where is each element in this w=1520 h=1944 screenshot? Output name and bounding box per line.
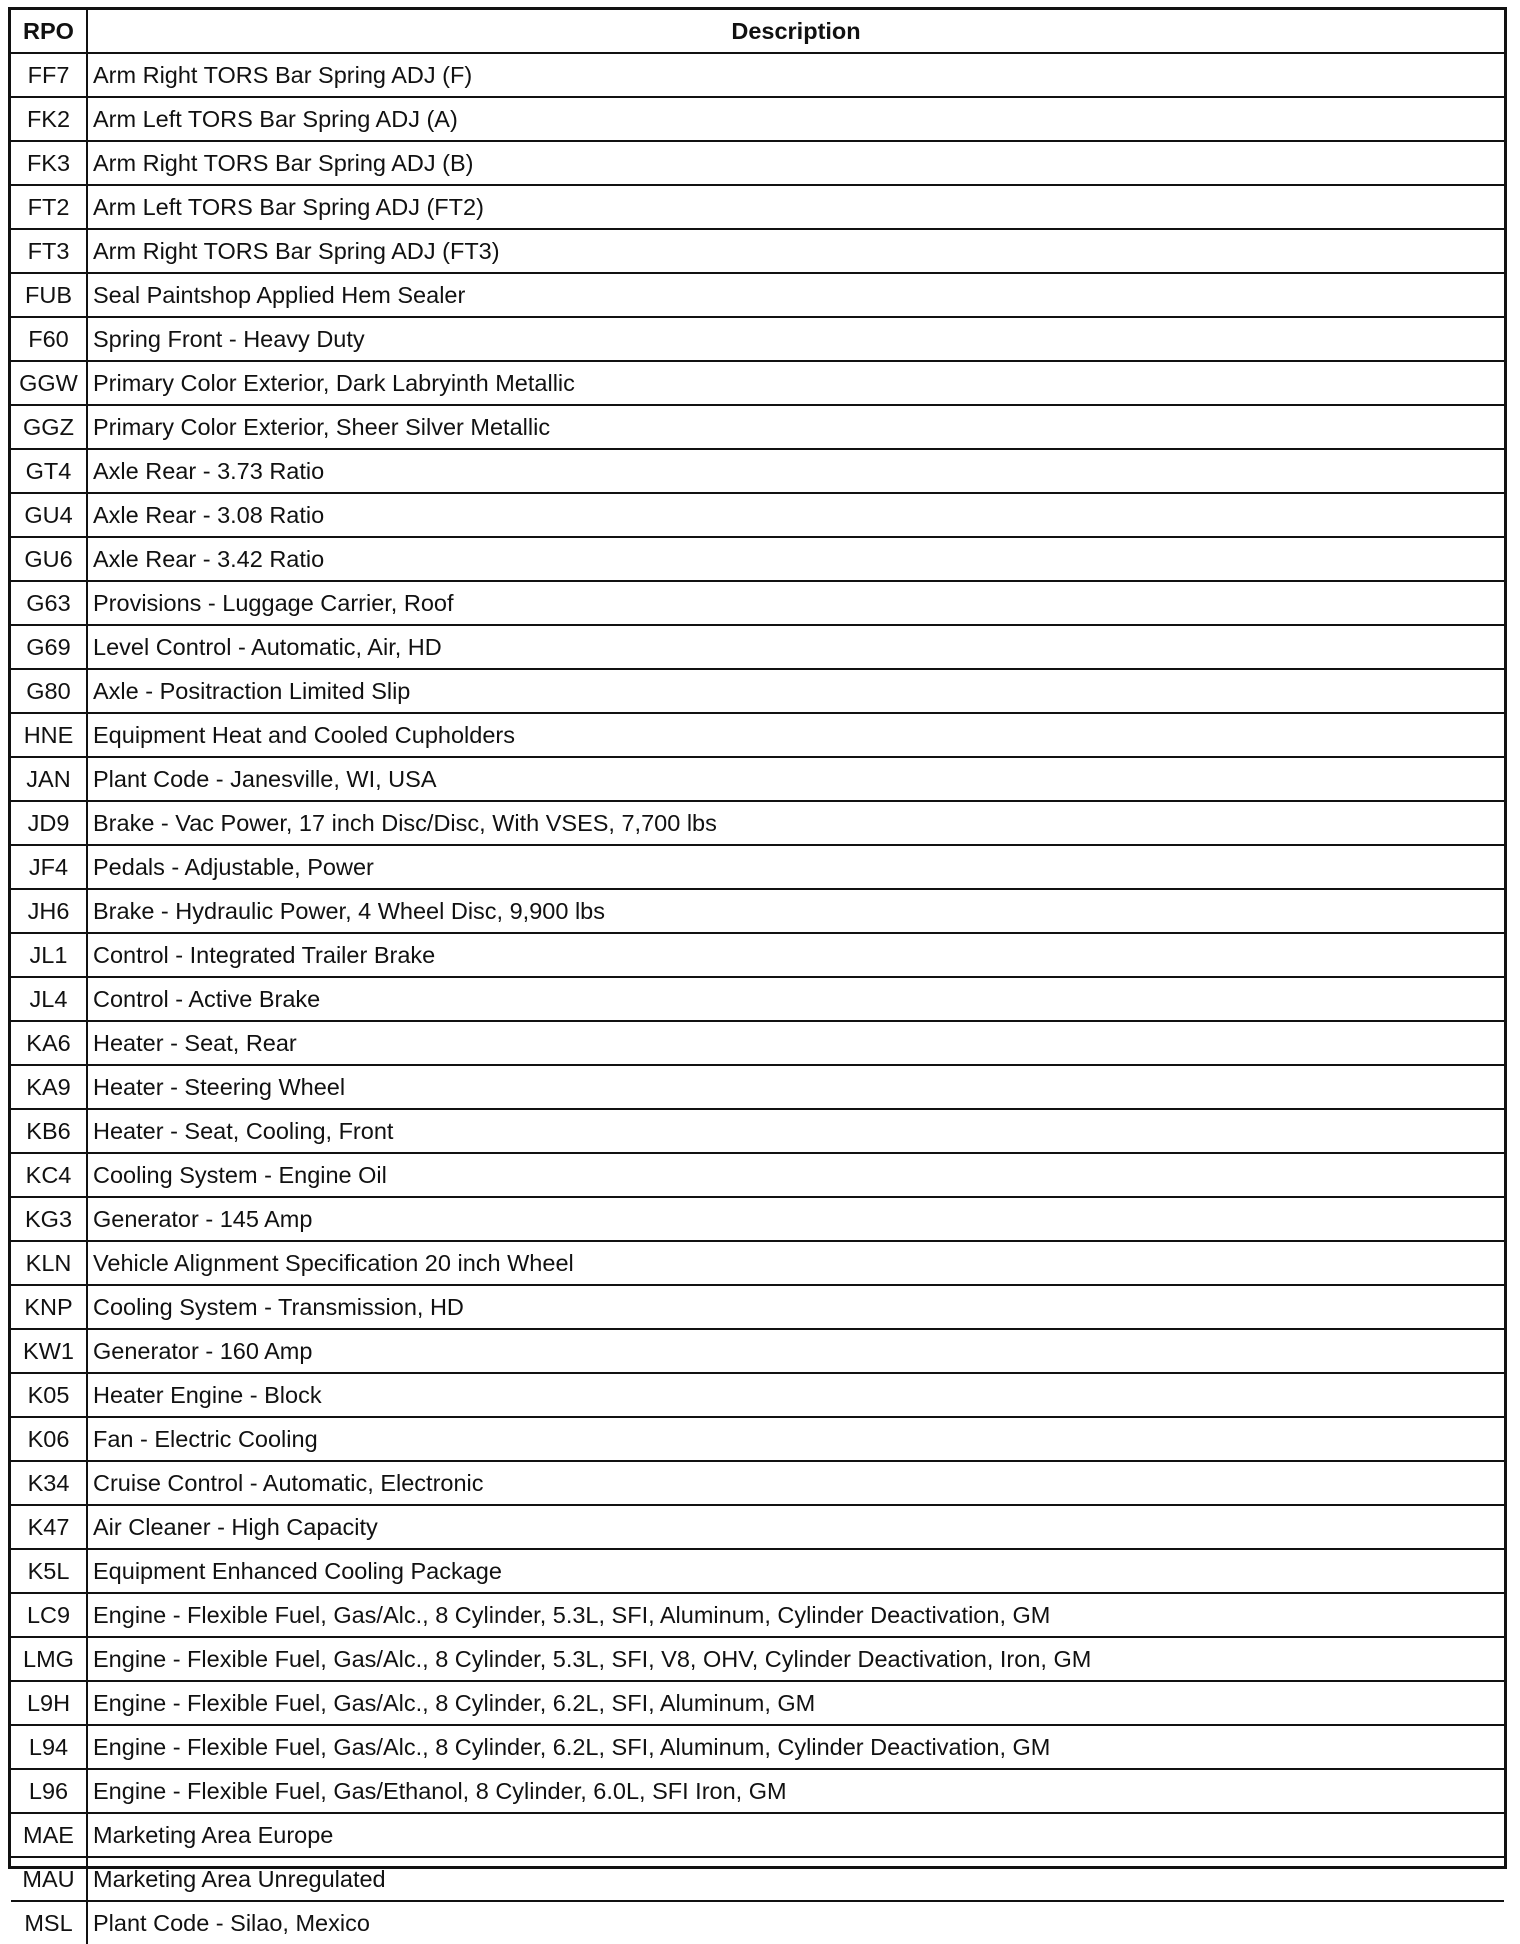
- description-cell: Heater - Seat, Rear: [87, 1021, 1504, 1065]
- rpo-code-cell: LMG: [11, 1637, 87, 1681]
- description-cell: Axle Rear - 3.08 Ratio: [87, 493, 1504, 537]
- description-cell: Cooling System - Transmission, HD: [87, 1285, 1504, 1329]
- table-row: [11, 273, 1504, 317]
- table-row: [11, 1637, 1504, 1681]
- table-row: [11, 1021, 1504, 1065]
- table-row: [11, 1417, 1504, 1461]
- table-row: [11, 537, 1504, 581]
- table-row: [11, 361, 1504, 405]
- rpo-code-cell: L94: [11, 1725, 87, 1769]
- rpo-code-cell: GGZ: [11, 405, 87, 449]
- table-row: [11, 185, 1504, 229]
- table-row: [11, 933, 1504, 977]
- rpo-code-cell: FK3: [11, 141, 87, 185]
- rpo-code-cell: MAU: [11, 1857, 87, 1901]
- rpo-code-cell: FT3: [11, 229, 87, 273]
- rpo-code-cell: GT4: [11, 449, 87, 493]
- table-row: [11, 757, 1504, 801]
- description-cell: Spring Front - Heavy Duty: [87, 317, 1504, 361]
- table-row: [11, 141, 1504, 185]
- table-row: [11, 1813, 1504, 1857]
- rpo-code-cell: G80: [11, 669, 87, 713]
- description-cell: Plant Code - Janesville, WI, USA: [87, 757, 1504, 801]
- description-cell: Arm Right TORS Bar Spring ADJ (FT3): [87, 229, 1504, 273]
- description-cell: Vehicle Alignment Specification 20 inch Wheel: [87, 1241, 1504, 1285]
- table-row: [11, 1549, 1504, 1593]
- rpo-code-cell: JH6: [11, 889, 87, 933]
- description-cell: Engine - Flexible Fuel, Gas/Alc., 8 Cylinder, 6.2L, SFI, Aluminum, Cylinder Deactivation, GM: [87, 1725, 1504, 1769]
- table-row: [11, 1109, 1504, 1153]
- table-row: [11, 1329, 1504, 1373]
- rpo-code-cell: F60: [11, 317, 87, 361]
- table-row: [11, 1681, 1504, 1725]
- header-description: Description: [87, 10, 1504, 53]
- table-row: [11, 1901, 1504, 1944]
- table-row: [11, 53, 1504, 97]
- description-cell: Marketing Area Europe: [87, 1813, 1504, 1857]
- description-cell: Control - Integrated Trailer Brake: [87, 933, 1504, 977]
- rpo-code-cell: K05: [11, 1373, 87, 1417]
- rpo-code-cell: KW1: [11, 1329, 87, 1373]
- rpo-table: [11, 10, 1504, 1944]
- rpo-code-cell: JF4: [11, 845, 87, 889]
- description-cell: Generator - 160 Amp: [87, 1329, 1504, 1373]
- description-cell: Equipment Heat and Cooled Cupholders: [87, 713, 1504, 757]
- rpo-code-cell: KA6: [11, 1021, 87, 1065]
- description-cell: Cruise Control - Automatic, Electronic: [87, 1461, 1504, 1505]
- rpo-code-cell: FUB: [11, 273, 87, 317]
- table-row: [11, 1593, 1504, 1637]
- table-row: [11, 713, 1504, 757]
- table-header-row: [11, 10, 1504, 53]
- rpo-code-cell: KA9: [11, 1065, 87, 1109]
- description-cell: Control - Active Brake: [87, 977, 1504, 1021]
- rpo-code-cell: K34: [11, 1461, 87, 1505]
- description-cell: Heater - Steering Wheel: [87, 1065, 1504, 1109]
- description-cell: Engine - Flexible Fuel, Gas/Alc., 8 Cylinder, 5.3L, SFI, V8, OHV, Cylinder Deactivation, Iron, GM: [87, 1637, 1504, 1681]
- table-row: [11, 889, 1504, 933]
- rpo-code-cell: K5L: [11, 1549, 87, 1593]
- table-row: [11, 669, 1504, 713]
- table-body: [11, 53, 1504, 1944]
- description-cell: Axle Rear - 3.42 Ratio: [87, 537, 1504, 581]
- rpo-code-cell: LC9: [11, 1593, 87, 1637]
- rpo-code-cell: MSL: [11, 1901, 87, 1944]
- description-cell: Level Control - Automatic, Air, HD: [87, 625, 1504, 669]
- rpo-code-cell: KLN: [11, 1241, 87, 1285]
- description-cell: Brake - Hydraulic Power, 4 Wheel Disc, 9,900 lbs: [87, 889, 1504, 933]
- rpo-code-cell: KC4: [11, 1153, 87, 1197]
- table-row: [11, 1857, 1504, 1901]
- description-cell: Engine - Flexible Fuel, Gas/Alc., 8 Cylinder, 6.2L, SFI, Aluminum, GM: [87, 1681, 1504, 1725]
- rpo-code-cell: JL1: [11, 933, 87, 977]
- description-cell: Axle - Positraction Limited Slip: [87, 669, 1504, 713]
- description-cell: Plant Code - Silao, Mexico: [87, 1901, 1504, 1944]
- table-row: [11, 1505, 1504, 1549]
- rpo-code-cell: MAE: [11, 1813, 87, 1857]
- rpo-code-cell: FT2: [11, 185, 87, 229]
- rpo-code-cell: L9H: [11, 1681, 87, 1725]
- description-cell: Fan - Electric Cooling: [87, 1417, 1504, 1461]
- table-row: [11, 1065, 1504, 1109]
- header-rpo: RPO: [11, 10, 87, 53]
- table-row: [11, 1241, 1504, 1285]
- table-row: [11, 405, 1504, 449]
- description-cell: Axle Rear - 3.73 Ratio: [87, 449, 1504, 493]
- description-cell: Brake - Vac Power, 17 inch Disc/Disc, With VSES, 7,700 lbs: [87, 801, 1504, 845]
- description-cell: Generator - 145 Amp: [87, 1197, 1504, 1241]
- rpo-code-cell: K47: [11, 1505, 87, 1549]
- description-cell: Primary Color Exterior, Dark Labryinth Metallic: [87, 361, 1504, 405]
- table-row: [11, 1153, 1504, 1197]
- description-cell: Engine - Flexible Fuel, Gas/Ethanol, 8 Cylinder, 6.0L, SFI Iron, GM: [87, 1769, 1504, 1813]
- rpo-code-cell: HNE: [11, 713, 87, 757]
- table-row: [11, 229, 1504, 273]
- rpo-code-cell: JAN: [11, 757, 87, 801]
- description-cell: Cooling System - Engine Oil: [87, 1153, 1504, 1197]
- table-row: [11, 581, 1504, 625]
- table-row: [11, 1725, 1504, 1769]
- rpo-code-cell: FK2: [11, 97, 87, 141]
- description-cell: Seal Paintshop Applied Hem Sealer: [87, 273, 1504, 317]
- rpo-code-cell: GU6: [11, 537, 87, 581]
- rpo-code-cell: G69: [11, 625, 87, 669]
- table-row: [11, 449, 1504, 493]
- rpo-code-cell: JL4: [11, 977, 87, 1021]
- description-cell: Heater - Seat, Cooling, Front: [87, 1109, 1504, 1153]
- rpo-code-cell: L96: [11, 1769, 87, 1813]
- rpo-code-cell: KB6: [11, 1109, 87, 1153]
- table-row: [11, 1285, 1504, 1329]
- description-cell: Pedals - Adjustable, Power: [87, 845, 1504, 889]
- table-row: [11, 801, 1504, 845]
- description-cell: Arm Left TORS Bar Spring ADJ (A): [87, 97, 1504, 141]
- rpo-code-cell: FF7: [11, 53, 87, 97]
- rpo-code-cell: G63: [11, 581, 87, 625]
- table-row: [11, 977, 1504, 1021]
- description-cell: Primary Color Exterior, Sheer Silver Metallic: [87, 405, 1504, 449]
- rpo-code-cell: JD9: [11, 801, 87, 845]
- table-row: [11, 1197, 1504, 1241]
- description-cell: Engine - Flexible Fuel, Gas/Alc., 8 Cylinder, 5.3L, SFI, Aluminum, Cylinder Deactivation, GM: [87, 1593, 1504, 1637]
- description-cell: Heater Engine - Block: [87, 1373, 1504, 1417]
- table-row: [11, 493, 1504, 537]
- rpo-code-cell: K06: [11, 1417, 87, 1461]
- table-row: [11, 1461, 1504, 1505]
- description-cell: Equipment Enhanced Cooling Package: [87, 1549, 1504, 1593]
- table-row: [11, 845, 1504, 889]
- description-cell: Marketing Area Unregulated: [87, 1857, 1504, 1901]
- table-row: [11, 97, 1504, 141]
- table-row: [11, 1769, 1504, 1813]
- table-row: [11, 317, 1504, 361]
- description-cell: Air Cleaner - High Capacity: [87, 1505, 1504, 1549]
- rpo-table-container: [8, 7, 1507, 1936]
- rpo-code-cell: KNP: [11, 1285, 87, 1329]
- table-row: [11, 1373, 1504, 1417]
- description-cell: Arm Left TORS Bar Spring ADJ (FT2): [87, 185, 1504, 229]
- description-cell: Arm Right TORS Bar Spring ADJ (B): [87, 141, 1504, 185]
- rpo-code-cell: GU4: [11, 493, 87, 537]
- description-cell: Arm Right TORS Bar Spring ADJ (F): [87, 53, 1504, 97]
- rpo-code-cell: GGW: [11, 361, 87, 405]
- rpo-code-cell: KG3: [11, 1197, 87, 1241]
- table-row: [11, 625, 1504, 669]
- description-cell: Provisions - Luggage Carrier, Roof: [87, 581, 1504, 625]
